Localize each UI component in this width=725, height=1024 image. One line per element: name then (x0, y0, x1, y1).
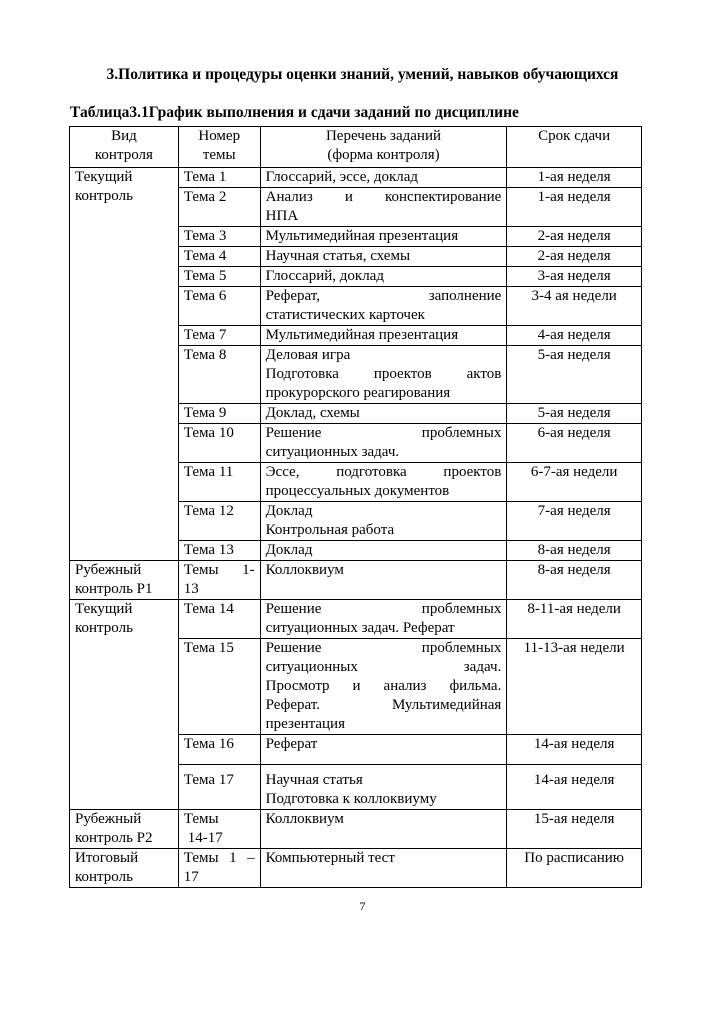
topic-cell: Тема 6 (178, 287, 260, 326)
task-cell: Реферат, заполнение статистических карточек (260, 287, 507, 326)
table-row (70, 561, 642, 600)
due-cell: По расписанию (507, 849, 642, 888)
topic-cell: Тема 9 (178, 404, 260, 424)
task-cell: Эссе, подготовка проектов процессуальных документов (260, 463, 507, 502)
topic-cell: Темы 1 – 17 (178, 849, 260, 888)
section-title: 3.Политика и процедуры оценки знаний, умений, навыков обучающихся (106, 66, 619, 83)
due-cell: 8-ая неделя (507, 541, 642, 561)
due-cell: 5-ая неделя (507, 346, 642, 404)
task-cell: Глоссарий, доклад (260, 267, 507, 287)
topic-cell: Тема 1 (178, 168, 260, 188)
due-cell: 3-4 ая недели (507, 287, 642, 326)
due-cell: 14-ая неделя (507, 735, 642, 765)
due-cell: 8-ая неделя (507, 561, 642, 600)
task-cell: Решение проблемных ситуационных задач. Реферат (260, 600, 507, 639)
task-cell: Научная статья, схемы (260, 247, 507, 267)
topic-cell: Тема 11 (178, 463, 260, 502)
topic-cell: Тема 15 (178, 639, 260, 735)
topic-cell: Тема 10 (178, 424, 260, 463)
due-cell: 1-ая неделя (507, 188, 642, 227)
header-topic: Номер темы (178, 127, 260, 168)
due-cell: 5-ая неделя (507, 404, 642, 424)
group-final-control: Итоговый контроль (70, 849, 179, 888)
table-row (70, 810, 642, 849)
task-cell: Глоссарий, эссе, доклад (260, 168, 507, 188)
table-row (70, 168, 642, 188)
topic-cell: Темы 14-17 (178, 810, 260, 849)
table-caption: Таблица3.1График выполнения и сдачи заданий по дисциплине (70, 104, 519, 121)
topic-cell: Тема 14 (178, 600, 260, 639)
schedule-table (69, 126, 642, 888)
header-kind: Вид контроля (70, 127, 179, 168)
task-cell: Деловая игра Подготовка проектов актов прокурорского реагирования (260, 346, 507, 404)
table-header-row (70, 127, 642, 168)
task-cell: Решение проблемных ситуационных задач. (260, 424, 507, 463)
table-row (70, 849, 642, 888)
task-cell: Коллоквиум (260, 561, 507, 600)
task-cell: Решение проблемных ситуационных задач. Просмотр и анализ фильма. Реферат. Мультимедийная презентация (260, 639, 507, 735)
topic-cell: Тема 4 (178, 247, 260, 267)
topic-cell: Тема 17 (178, 765, 260, 810)
group-current-control-1: Текущий контроль (70, 168, 179, 561)
page-number: 7 (359, 899, 366, 913)
topic-cell: Тема 5 (178, 267, 260, 287)
group-midterm-control-1: Рубежный контроль Р1 (70, 561, 179, 600)
due-cell: 3-ая неделя (507, 267, 642, 287)
task-cell: Мультимедийная презентация (260, 227, 507, 247)
header-tasks: Перечень заданий (форма контроля) (260, 127, 507, 168)
due-cell: 14-ая неделя (507, 765, 642, 810)
due-cell: 7-ая неделя (507, 502, 642, 541)
task-cell: Доклад (260, 541, 507, 561)
due-cell: 1-ая неделя (507, 168, 642, 188)
due-cell: 2-ая неделя (507, 227, 642, 247)
due-cell: 6-7-ая недели (507, 463, 642, 502)
group-midterm-control-2: Рубежный контроль Р2 (70, 810, 179, 849)
topic-cell: Тема 16 (178, 735, 260, 765)
due-cell: 2-ая неделя (507, 247, 642, 267)
group-current-control-2: Текущий контроль (70, 600, 179, 810)
due-cell: 4-ая неделя (507, 326, 642, 346)
table-row (70, 600, 642, 639)
topic-cell: Тема 8 (178, 346, 260, 404)
task-cell: Доклад, схемы (260, 404, 507, 424)
task-cell: Научная статья Подготовка к коллоквиуму (260, 765, 507, 810)
topic-cell: Тема 3 (178, 227, 260, 247)
task-cell: Компьютерный тест (260, 849, 507, 888)
due-cell: 11-13-ая недели (507, 639, 642, 735)
topic-cell: Тема 13 (178, 541, 260, 561)
task-cell: Доклад Контрольная работа (260, 502, 507, 541)
due-cell: 8-11-ая недели (507, 600, 642, 639)
task-cell: Анализ и конспектирование НПА (260, 188, 507, 227)
header-due: Срок сдачи (507, 127, 642, 168)
task-cell: Реферат (260, 735, 507, 765)
due-cell: 6-ая неделя (507, 424, 642, 463)
topic-cell: Темы 1- 13 (178, 561, 260, 600)
topic-cell: Тема 12 (178, 502, 260, 541)
due-cell: 15-ая неделя (507, 810, 642, 849)
topic-cell: Тема 2 (178, 188, 260, 227)
topic-cell: Тема 7 (178, 326, 260, 346)
task-cell: Мультимедийная презентация (260, 326, 507, 346)
task-cell: Коллоквиум (260, 810, 507, 849)
